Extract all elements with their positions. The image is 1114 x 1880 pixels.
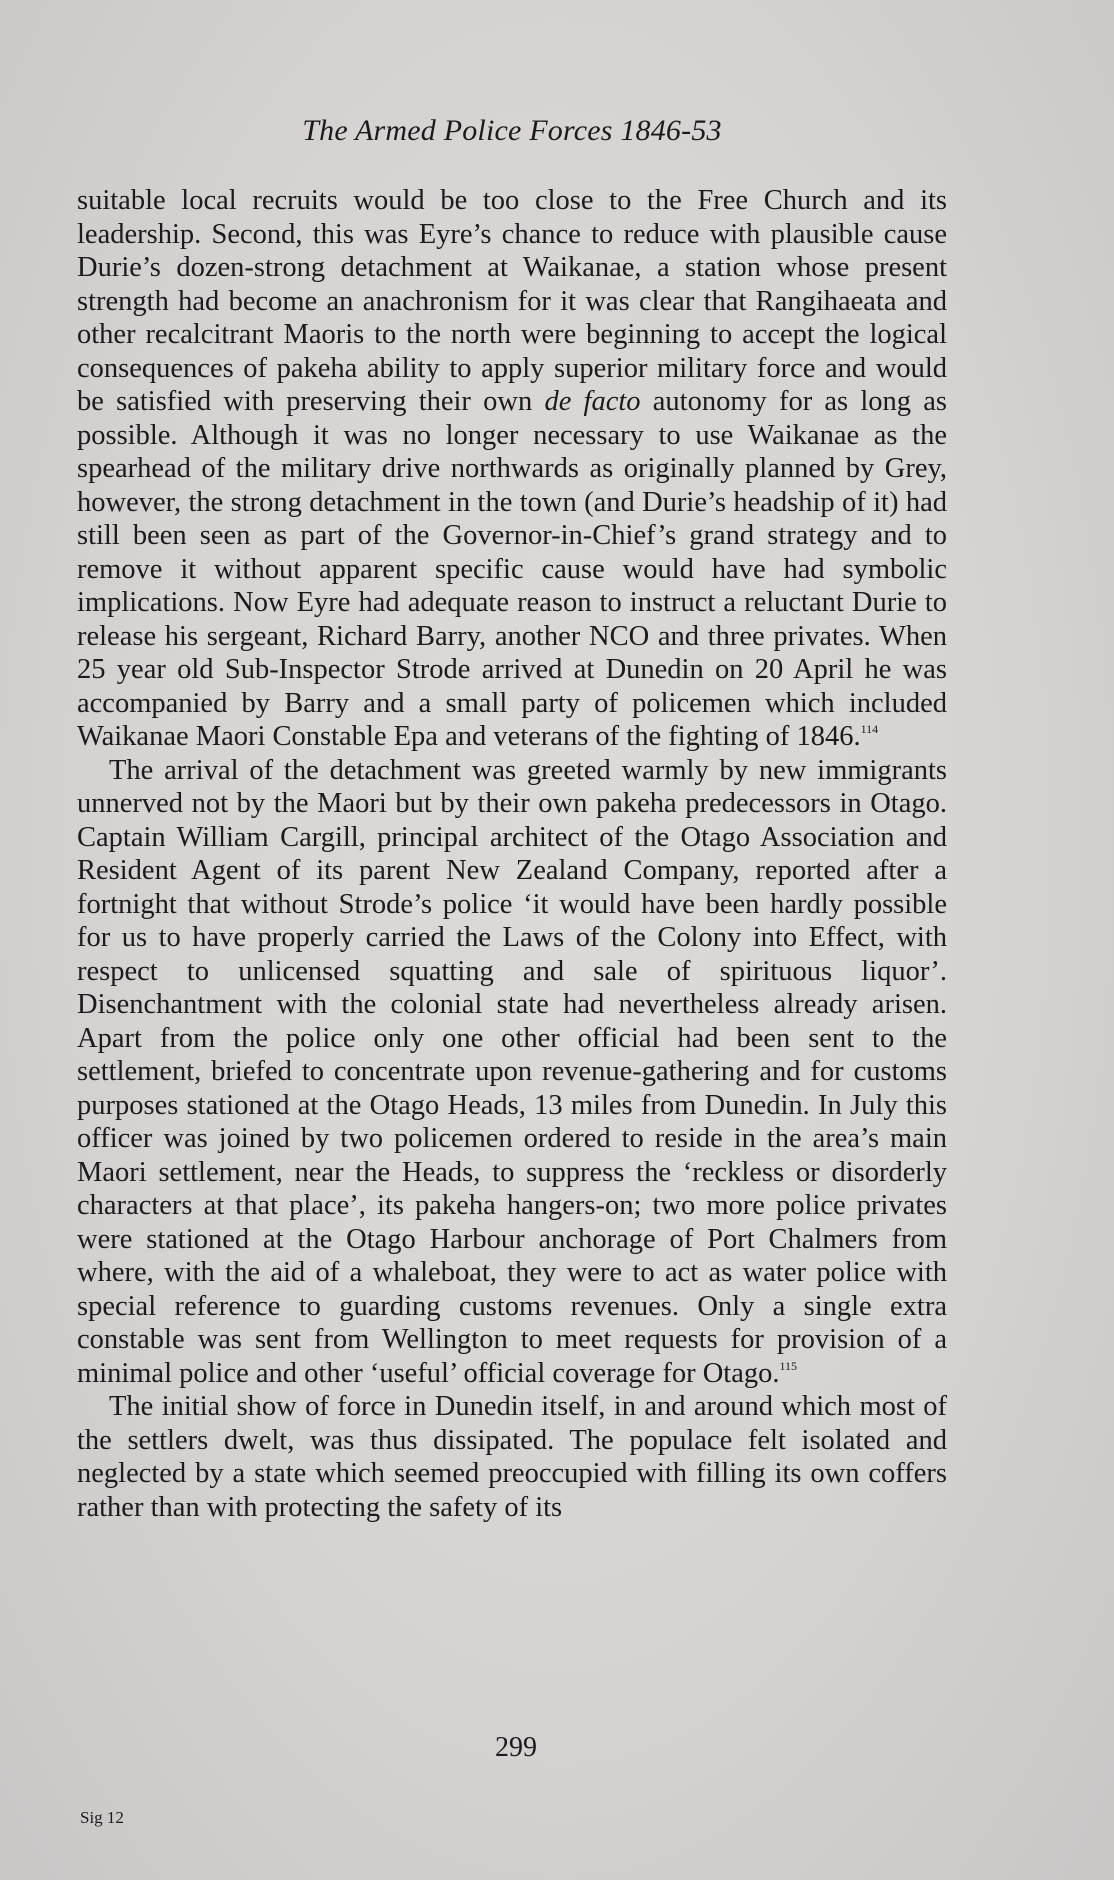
paragraph-1-text-a: suitable local recruits would be too close to the Free Church and its leadership. Second, this was Eyre’s chance to reduce with plausible cause Durie’s dozen-strong detachment at Waikanae, a station whose present strength had become an anachronism for it was clear that Rangihaeata and other recalcitrant Maoris to the north were beginning to accept the logical consequences of pakeha ability to apply superior military force and would be satisfied with preserving their own bbox=[77, 185, 947, 417]
paragraph-2-text: The arrival of the detachment was greeted warmly by new immigrants unnerved not by the Maori but by their own pakeha predecessors in Otago. Captain William Cargill, principal architect of the Otago Association and Resident Agent of its parent New Zealand Company, reported after a fortnight that without Strode’s police ‘it would have been hardly possible for us to have properly carried the Laws of the Colony into Effect, with respect to unlicensed squatting and sale of spirituous liquor’. Disenchantment with the colonial state had nevertheless already arisen. Apart from the police only one other official had been sent to the settlement, briefed to concentrate upon revenue-gathering and for customs purposes stationed at the Otago Heads, 13 miles from Dunedin. In July this officer was joined by two policemen ordered to reside in the area’s main Maori settlement, near the Heads, to suppress the ‘reckless or disorderly characters at that place’, its pakeha hangers-on; two more police privates were stationed at the Otago Harbour anchorage of Port Chalmers from where, with the aid of a whaleboat, they were to act as water police with special reference to guarding customs revenues. Only a single extra constable was sent from Wellington to meet requests for provision of a minimal police and other ‘useful’ official coverage for Otago. bbox=[77, 754, 947, 1389]
running-head: The Armed Police Forces 1846-53 bbox=[302, 114, 722, 147]
body-text bbox=[77, 184, 947, 1524]
footnote-marker-114: 114 bbox=[860, 722, 879, 736]
paragraph-1-text-b: autonomy for as long as possible. Although it was no longer necessary to use Waikanae as the spearhead of the military drive northwards as originally planned by Grey, however, the strong detachment in the town (and Durie’s headship of it) had still been seen as part of the Governor-in-Chief’s grand strategy and to remove it without apparent specific cause would have had symbolic implications. Now Eyre had adequate reason to instruct a reluctant Durie to release his sergeant, Richard Barry, another NCO and three privates. When 25 year old Sub-Inspector Strode arrived at Dunedin on 20 April he was accompanied by Barry and a small party of policemen which included Waikanae Maori Constable Epa and veterans of the fighting of 1846. bbox=[77, 386, 947, 752]
paragraph-2 bbox=[77, 754, 947, 1391]
footnote-marker-115: 115 bbox=[779, 1358, 798, 1373]
paragraph-3 bbox=[77, 1390, 947, 1524]
paragraph-1-italic: de facto bbox=[544, 386, 641, 417]
page-number: 299 bbox=[495, 1732, 537, 1763]
paragraph-1 bbox=[77, 184, 947, 754]
paragraph-3-text: The initial show of force in Dunedin itself, in and around which most of the settlers dwelt, was thus dissipated. The populace felt isolated and neglected by a state which seemed preoccupied with filling its own coffers rather than with protecting the safety of its bbox=[77, 1391, 947, 1523]
signature-mark: Sig 12 bbox=[80, 1808, 124, 1827]
